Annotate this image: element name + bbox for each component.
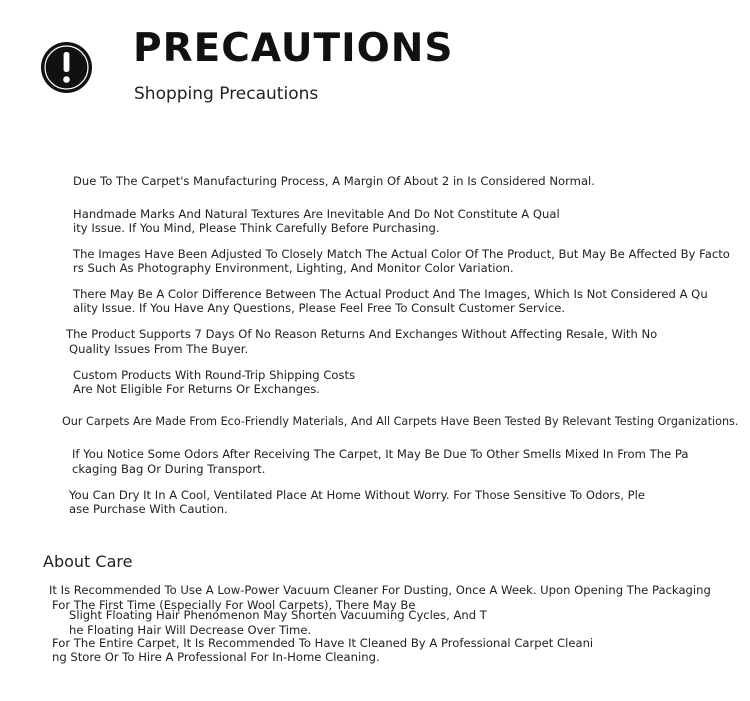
exclamation-circle-icon bbox=[41, 42, 92, 93]
precaution-9-line-1: You Can Dry It In A Cool, Ventilated Place At Home Without Worry. For Those Sensitive To Odors, Ple bbox=[69, 488, 645, 502]
precaution-3-line-1: The Images Have Been Adjusted To Closely Match The Actual Color Of The Product, But May Be Affected By Facto bbox=[73, 247, 730, 261]
precaution-5-line-1: The Product Supports 7 Days Of No Reason Returns And Exchanges Without Affecting Resale, With No bbox=[66, 327, 658, 341]
precaution-3-line-2: rs Such As Photography Environment, Lighting, And Monitor Color Variation. bbox=[73, 261, 514, 275]
care-line-5: For The Entire Carpet, It Is Recommended To Have It Cleaned By A Professional Carpet Cleani bbox=[52, 636, 594, 650]
precaution-6-line-2: Are Not Eligible For Returns Or Exchanges. bbox=[73, 382, 320, 396]
care-line-4: he Floating Hair Will Decrease Over Time. bbox=[69, 623, 312, 637]
precaution-5-line-2: Quality Issues From The Buyer. bbox=[69, 342, 249, 356]
precaution-1-line-1: Due To The Carpet's Manufacturing Process, A Margin Of About 2 in Is Considered Normal. bbox=[73, 174, 595, 188]
care-line-2: For The First Time (Especially For Wool Carpets), There May Be bbox=[52, 598, 416, 612]
precaution-7-line-1: Our Carpets Are Made From Eco-Friendly Materials, And All Carpets Have Been Tested By Relevant Testing Organizations. bbox=[62, 415, 739, 428]
precaution-9-line-2: ase Purchase With Caution. bbox=[69, 502, 228, 516]
precaution-4-line-1: There May Be A Color Difference Between The Actual Product And The Images, Which Is Not Considered A Qu bbox=[73, 287, 708, 301]
page-title: PRECAUTIONS bbox=[133, 26, 454, 71]
care-line-6: ng Store Or To Hire A Professional For In-Home Cleaning. bbox=[52, 650, 380, 664]
precaution-2-line-1: Handmade Marks And Natural Textures Are Inevitable And Do Not Constitute A Qual bbox=[73, 207, 560, 221]
about-care-heading: About Care bbox=[43, 552, 133, 571]
precaution-8-line-1: If You Notice Some Odors After Receiving The Carpet, It May Be Due To Other Smells Mixed In From The Pa bbox=[72, 447, 689, 461]
care-line-1: It Is Recommended To Use A Low-Power Vacuum Cleaner For Dusting, Once A Week. Upon Opening The Packaging bbox=[49, 583, 711, 597]
page-subtitle: Shopping Precautions bbox=[134, 84, 319, 104]
precaution-2-line-2: ity Issue. If You Mind, Please Think Carefully Before Purchasing. bbox=[73, 221, 440, 235]
precaution-8-line-2: ckaging Bag Or During Transport. bbox=[72, 462, 266, 476]
precaution-4-line-2: ality Issue. If You Have Any Questions, Please Feel Free To Consult Customer Service. bbox=[73, 301, 566, 315]
precaution-6-line-1: Custom Products With Round-Trip Shipping Costs bbox=[73, 368, 356, 382]
care-line-3: Slight Floating Hair Phenomenon May Shorten Vacuuming Cycles, And T bbox=[69, 608, 487, 622]
